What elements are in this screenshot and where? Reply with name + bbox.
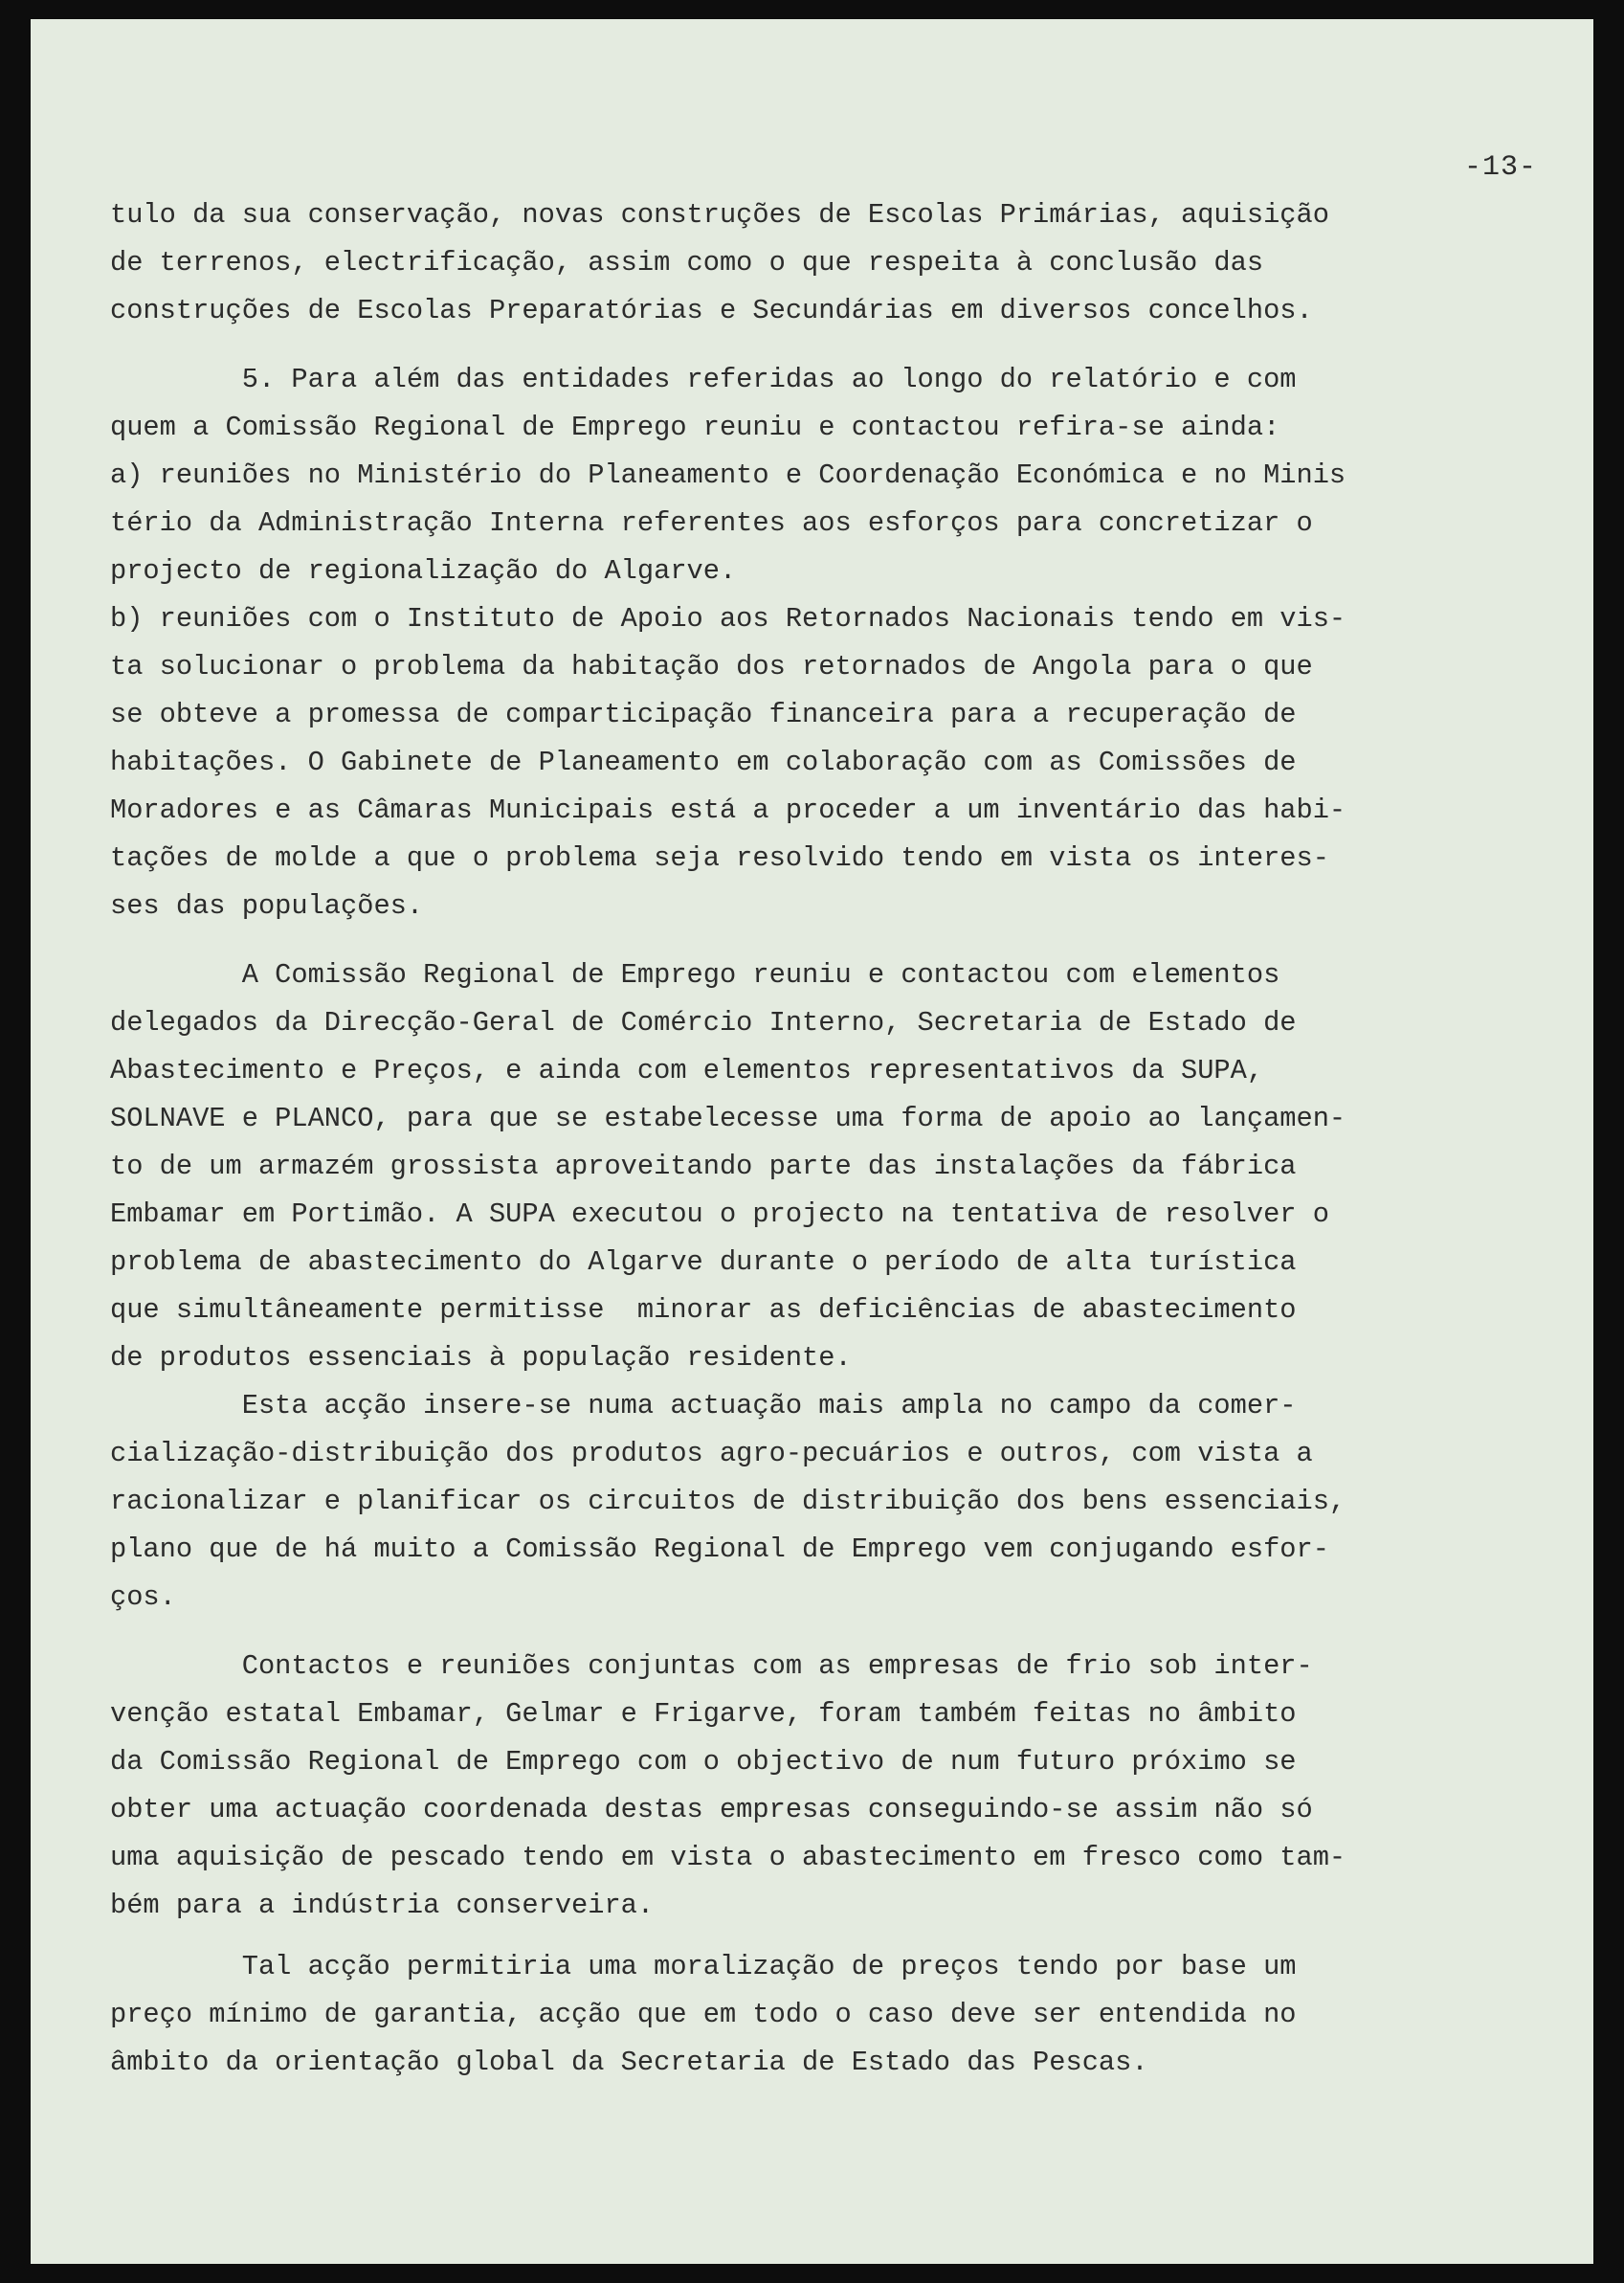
page-number: -13- (1464, 151, 1538, 184)
text-line: bém para a indústria conserveira. (110, 1890, 655, 1921)
text-line: obter uma actuação coordenada destas empresas conseguindo-se assim não só (110, 1794, 1313, 1825)
text-line: Esta acção insere-se numa actuação mais ampla no campo da comer- (110, 1390, 1297, 1421)
text-line: tulo da sua conservação, novas construções de Escolas Primárias, aquisição (110, 199, 1329, 231)
text-line: ses das populações. (110, 890, 424, 922)
text-line: se obteve a promessa de comparticipação financeira para a recuperação de (110, 699, 1297, 730)
text-line: a) reuniões no Ministério do Planeamento e Coordenação Económica e no Minis (110, 459, 1346, 491)
document-page (31, 19, 1593, 2264)
text-line: ta solucionar o problema da habitação dos retornados de Angola para o que (110, 651, 1313, 683)
text-line: construções de Escolas Preparatórias e Secundárias em diversos concelhos. (110, 295, 1313, 326)
text-line: de produtos essenciais à população residente. (110, 1342, 852, 1374)
text-line: Abastecimento e Preços, e ainda com elementos representativos da SUPA, (110, 1055, 1264, 1086)
document-body (110, 191, 1584, 2087)
text-line: que simultâneamente permitisse minorar as deficiências de abastecimento (110, 1294, 1297, 1326)
text-line: âmbito da orientação global da Secretaria de Estado das Pescas. (110, 2047, 1148, 2078)
text-line: A Comissão Regional de Emprego reuniu e contactou com elementos (110, 959, 1280, 991)
text-line: quem a Comissão Regional de Emprego reuniu e contactou refira-se ainda: (110, 412, 1280, 443)
text-line: ços. (110, 1581, 176, 1613)
text-line: plano que de há muito a Comissão Regional de Emprego vem conjugando esfor- (110, 1533, 1329, 1565)
text-line: racionalizar e planificar os circuitos de distribuição dos bens essenciais, (110, 1486, 1346, 1517)
text-line: habitações. O Gabinete de Planeamento em colaboração com as Comissões de (110, 747, 1297, 778)
text-line: SOLNAVE e PLANCO, para que se estabelecesse uma forma de apoio ao lançamen- (110, 1103, 1346, 1134)
text-line: 5. Para além das entidades referidas ao longo do relatório e com (110, 364, 1297, 395)
text-line: to de um armazém grossista aproveitando parte das instalações da fábrica (110, 1151, 1297, 1182)
text-line: Tal acção permitiria uma moralização de preços tendo por base um (110, 1951, 1297, 1982)
text-line: preço mínimo de garantia, acção que em todo o caso deve ser entendida no (110, 1999, 1297, 2030)
text-line: problema de abastecimento do Algarve durante o período de alta turística (110, 1246, 1297, 1278)
text-line: venção estatal Embamar, Gelmar e Frigarve, foram também feitas no âmbito (110, 1698, 1297, 1730)
text-line: b) reuniões com o Instituto de Apoio aos Retornados Nacionais tendo em vis- (110, 603, 1346, 635)
text-line: da Comissão Regional de Emprego com o objectivo de num futuro próximo se (110, 1746, 1297, 1778)
text-line: Moradores e as Câmaras Municipais está a proceder a um inventário das habi- (110, 795, 1346, 826)
text-line: tério da Administração Interna referentes aos esforços para concretizar o (110, 507, 1313, 539)
text-line: de terrenos, electrificação, assim como o que respeita à conclusão das (110, 247, 1264, 279)
text-line: uma aquisição de pescado tendo em vista o abastecimento em fresco como tam- (110, 1842, 1346, 1873)
text-line: cialização-distribuição dos produtos agro-pecuários e outros, com vista a (110, 1438, 1313, 1469)
text-line: Contactos e reuniões conjuntas com as empresas de frio sob inter- (110, 1650, 1313, 1682)
text-line: projecto de regionalização do Algarve. (110, 555, 737, 587)
text-line: Embamar em Portimão. A SUPA executou o projecto na tentativa de resolver o (110, 1198, 1329, 1230)
text-line: tações de molde a que o problema seja resolvido tendo em vista os interes- (110, 842, 1329, 874)
text-line: delegados da Direcção-Geral de Comércio Interno, Secretaria de Estado de (110, 1007, 1297, 1039)
